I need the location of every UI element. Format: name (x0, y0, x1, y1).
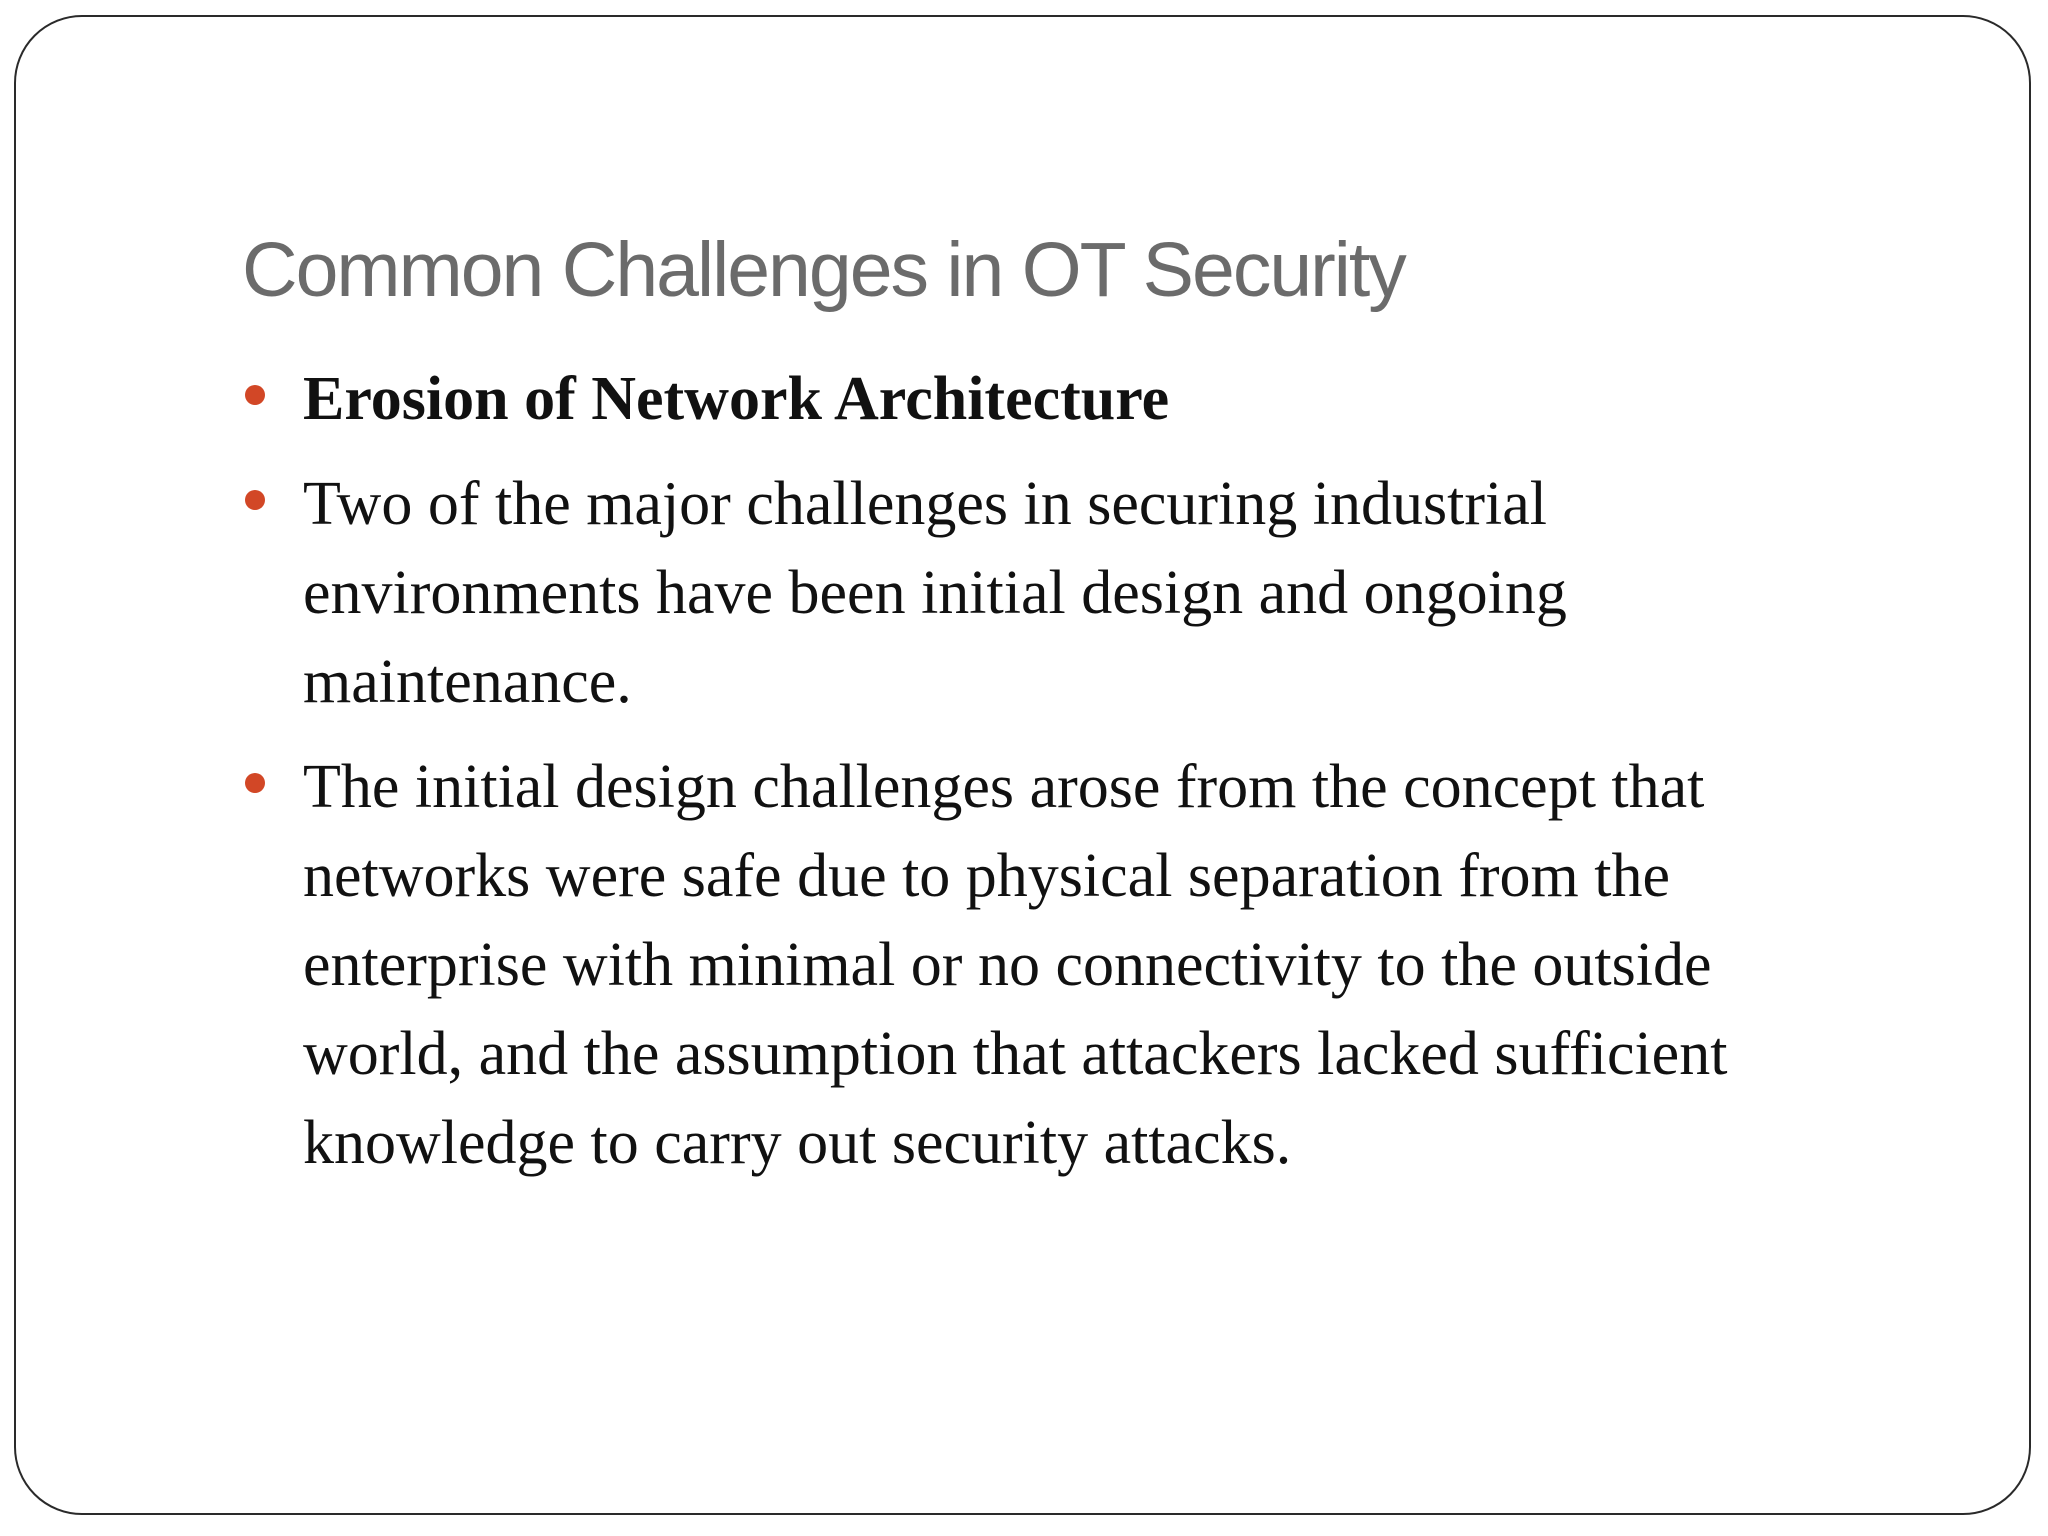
bullet-item-design (242, 743, 1882, 1188)
slide-title: Common Challenges in OT Security (242, 227, 1405, 313)
bullet-text: Erosion of Network Architecture (303, 365, 1170, 433)
bullet-dot-icon (245, 490, 265, 510)
bullet-text: The initial design challenges arose from the concept that networks were safe due to physical separation from the enterprise with minimal or no connectivity to the outside world, and the assumption that attackers lacked sufficient knowledge to carry out security attacks. (303, 753, 1728, 1177)
bullet-dot-icon (245, 385, 265, 405)
bullet-list (242, 355, 1882, 1204)
slide (14, 15, 2031, 1515)
bullet-item-heading (242, 355, 1882, 444)
bullet-dot-icon (245, 773, 265, 793)
bullet-text: Two of the major challenges in securing industrial environments have been initial design and ongoing maintenance. (303, 470, 1567, 716)
bullet-item-challenges (242, 460, 1882, 727)
